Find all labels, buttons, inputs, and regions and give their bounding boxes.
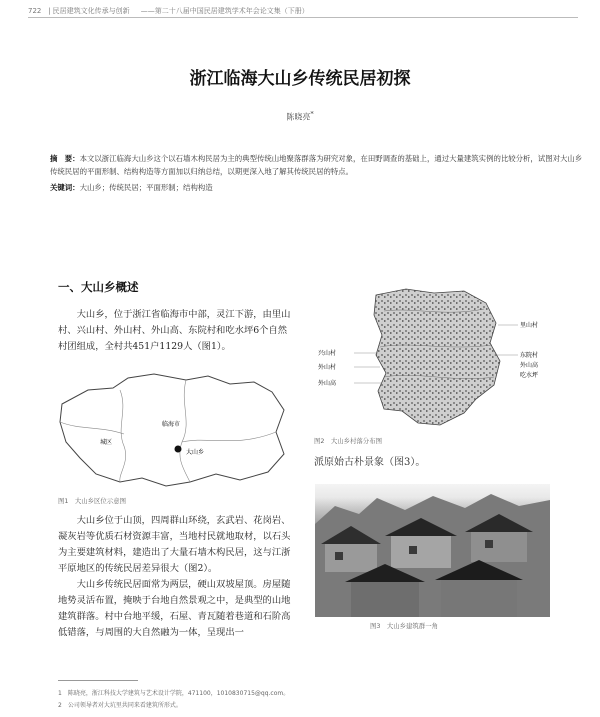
district-line-west [120,390,126,482]
stone-house-5 [441,580,517,617]
figure-3-caption: 图3 大山乡建筑群一角 [370,622,438,630]
county-boundary [60,374,284,486]
map-label-chishuiping: 吃水坪 [520,372,539,379]
stone-house-4 [351,582,419,617]
footnote-2: 2 公司领导者对大坑里共同来看建筑所形式。 [58,702,182,709]
header-rule [28,17,578,18]
map-label-waishangao-east: 外山高 [520,362,539,369]
map-label-xingshan: 兴山村 [318,350,337,357]
window-3 [485,540,493,548]
district-line-east [182,432,276,442]
figure-3-village-photo [315,484,550,617]
abstract-label: 摘 要： [50,154,80,163]
district-line-south [60,422,124,434]
map-label-dongyuan: 东院村 [520,352,539,359]
footnote-rule [58,680,138,681]
running-header [28,6,309,16]
figure-1-location-map [58,370,288,488]
map-label-waishangao-west: 外山高 [318,380,337,387]
running-title: | 民居建筑文化传承与创新 [48,7,130,15]
body-paragraph-2: 大山乡位于山顶，四周群山环绕，玄武岩、花岗岩、凝灰岩等优质石材资源丰富，当地村民就地取材，以石头为主要建筑材料，建造出了大量石墙木构民居，这与江浙平原地区的传统民居差异很大（图2）。 [58,515,291,574]
paper-title: 浙江临海大山乡传统民居初探 [189,69,411,89]
window-1 [335,552,343,560]
author-name: 陈晓亮 [286,112,311,122]
map-label-dashan: 大山乡 [186,449,205,456]
stone-house-1 [325,544,377,572]
keywords [50,182,585,193]
body-paragraph-right: 派原始古朴景象（图3）。 [314,457,426,468]
author-footnote-mark: * [310,110,314,118]
keywords-label: 关键词： [50,183,80,192]
map-label-waishan: 外山村 [318,364,337,371]
figure-2-village-map [314,287,554,432]
dashanxiang-location-marker [175,446,182,453]
village-photo-illustration [315,484,550,617]
stone-house-2 [391,536,451,568]
abstract-text: 本文以浙江临海大山乡这个以石墙木构民居为主的典型传统山地聚落群落为研究对象，在田野调查的基础上，通过大量建筑实例的比较分析，试图对大山乡传统民居的平面形制、结构构造等方面加以归纳总结，以期更深入地了解其传统民居的特点。 [50,154,583,176]
stone-house-3 [471,532,527,562]
figure-2-caption: 图2 大山乡村落分布图 [314,437,382,445]
footnote-1: 1 陈晓亮，浙江科技大学建筑与艺术设计学院，471100，1010830715@qq.com。 [58,690,290,697]
figure-1-caption: 图1 大山乡区位示意图 [58,497,126,505]
body-paragraph-1: 大山乡，位于浙江省临海市中部，灵江下游，由里山村、兴山村、外山村、外山高、东院村和吃水坪6个自然村团组成，全村共451户1129人（图1）。 [58,309,291,352]
section-heading: 一、大山乡概述 [58,280,139,294]
map-label-lishan: 里山村 [520,322,539,329]
page-number: 722 [28,7,42,15]
body-paragraph-3: 大山乡传统民居面常为两层，硬山双坡屋顶。房屋随地势灵活布置，掩映于台地自然景观之中，是典型的山地建筑群落。村中台地平缓，石屋、青瓦随着巷道和石阶高低错落，与周围的大自然融为一体，呈现出一 [58,579,291,638]
keywords-text: 大山乡；传统民居；平面形制；结构构造 [79,183,213,192]
author-line [0,110,600,123]
window-2 [409,546,417,554]
district-line-middle [180,380,190,482]
map-label-district: 城区 [100,439,113,446]
running-subtitle: ——第二十八届中国民居建筑学术年会论文集（下册） [140,7,309,15]
abstract [50,152,585,178]
map-label-linhai: 临海市 [162,421,181,428]
